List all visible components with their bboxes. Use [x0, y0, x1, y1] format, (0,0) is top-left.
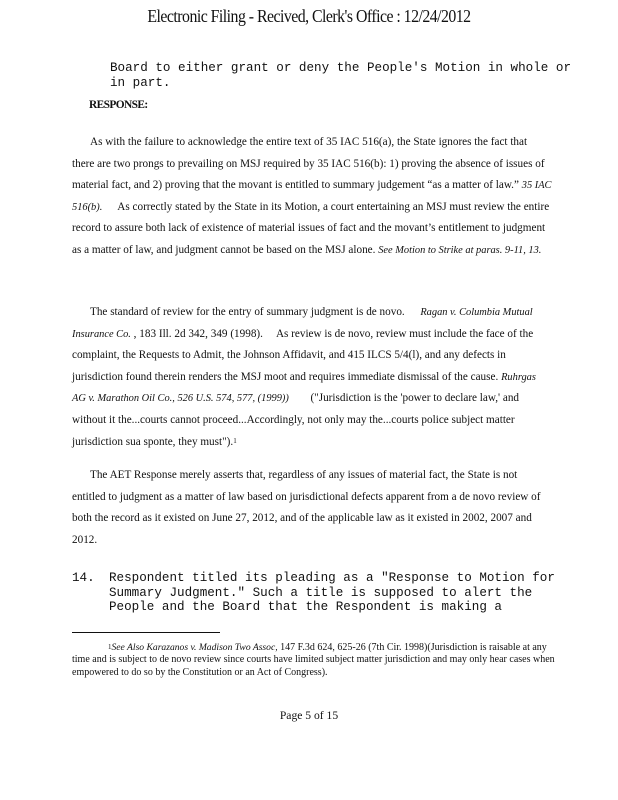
filing-header: Electronic Filing - Recived, Clerk's Office : 12/24/2012 — [147, 6, 471, 26]
paragraph-1-text-a: As with the failure to acknowledge the entire text of 35 IAC 516(a), the State ignores the fact that there are two prongs to prevailing on MSJ required by 35 IAC 516(b): 1) proving the absence of issues of material fact, and 2) proving that the movant is entitled to summary judgement “as a matter of law.” — [72, 136, 545, 192]
paragraph-1 — [72, 132, 552, 262]
citation-35-iac: 35 IAC 516(b). — [72, 180, 552, 213]
paragraph-2-text-b: As review is de novo, review must include the face of the complaint, the Requests to Admit, the Johnson Affidavit, and 415 ILCS 5/4(l), and any defects in jurisdiction found therein renders the MSJ moot and requires immediate dismissal of the cause. — [72, 327, 534, 383]
paragraph-3-text: The AET Response merely asserts that, regardless of any issues of material fact, the State is not entitled to judgment as a matter of law based on jurisdictional defects apparent from a de novo review of both the record as it existed on June 27, 2012, and of the applicable law as it existed in 2002, 2007 and 2012. — [72, 469, 541, 546]
case-ruhrgas: Ruhrgas AG v. Marathon Oil Co., 526 U.S. 574, 577, (1999)) — [72, 371, 536, 405]
footnote — [72, 642, 560, 679]
paragraph-2-citation: , 183 Ill. 2d 342, 349 (1998). — [133, 327, 263, 340]
paragraph-2-text-c: ("Jurisdiction is the 'power to declare law,' and without it the...courts cannot proceed...Accordingly, not only may the...courts police subject matter jurisdiction sua sponte, they must"). — [72, 392, 520, 448]
carryover-line-1: Board to either grant or deny the People's Motion in whole or — [110, 61, 572, 75]
carryover-line-2: in part. — [110, 75, 171, 90]
item-14-line-3: People and the Board that the Respondent is making a — [109, 600, 502, 614]
item-14-line-2: Summary Judgment." Such a title is supposed to alert the — [109, 585, 533, 600]
paragraph-2-text-a: The standard of review for the entry of summary judgment is de novo. — [90, 306, 405, 318]
footnote-divider — [72, 632, 220, 633]
paragraph-3 — [72, 465, 552, 551]
footnote-marker: 1 — [108, 643, 112, 651]
item-number: 14. — [72, 571, 95, 585]
citation-motion-to-strike: See Motion to Strike at paras. 9-11, 13. — [378, 244, 542, 256]
paragraph-1-text-b: As correctly stated by the State in its Motion, a court entertaining an MSJ must review the entire record to assure both lack of existence of material issues of fact and the movant’s entitlement to judgment as a matter of law, and judgment cannot be based on the MSJ alone. — [72, 200, 550, 256]
case-ragan: Ragan v. Columbia Mutual Insurance Co. — [72, 307, 533, 340]
footnote-reference[interactable]: 1 — [233, 436, 237, 445]
response-heading: RESPONSE: — [89, 99, 148, 111]
footnote-case: See Also Karazanos v. Madison Two Assoc, — [111, 642, 278, 653]
paragraph-2 — [72, 302, 552, 453]
page-number: Page 5 of 15 — [279, 709, 339, 722]
footnote-text: 147 F.3d 624, 625-26 (7th Cir. 1998)(Jurisdiction is raisable at any time and is subject to de novo review since courts have limited subject matter jurisdiction and may only hear cases when empowered to do so by the Constitution or an Act of Congress). — [72, 642, 555, 678]
item-14-line-1: Respondent titled its pleading as a "Response to Motion for — [109, 571, 555, 585]
carryover-text — [110, 61, 610, 90]
